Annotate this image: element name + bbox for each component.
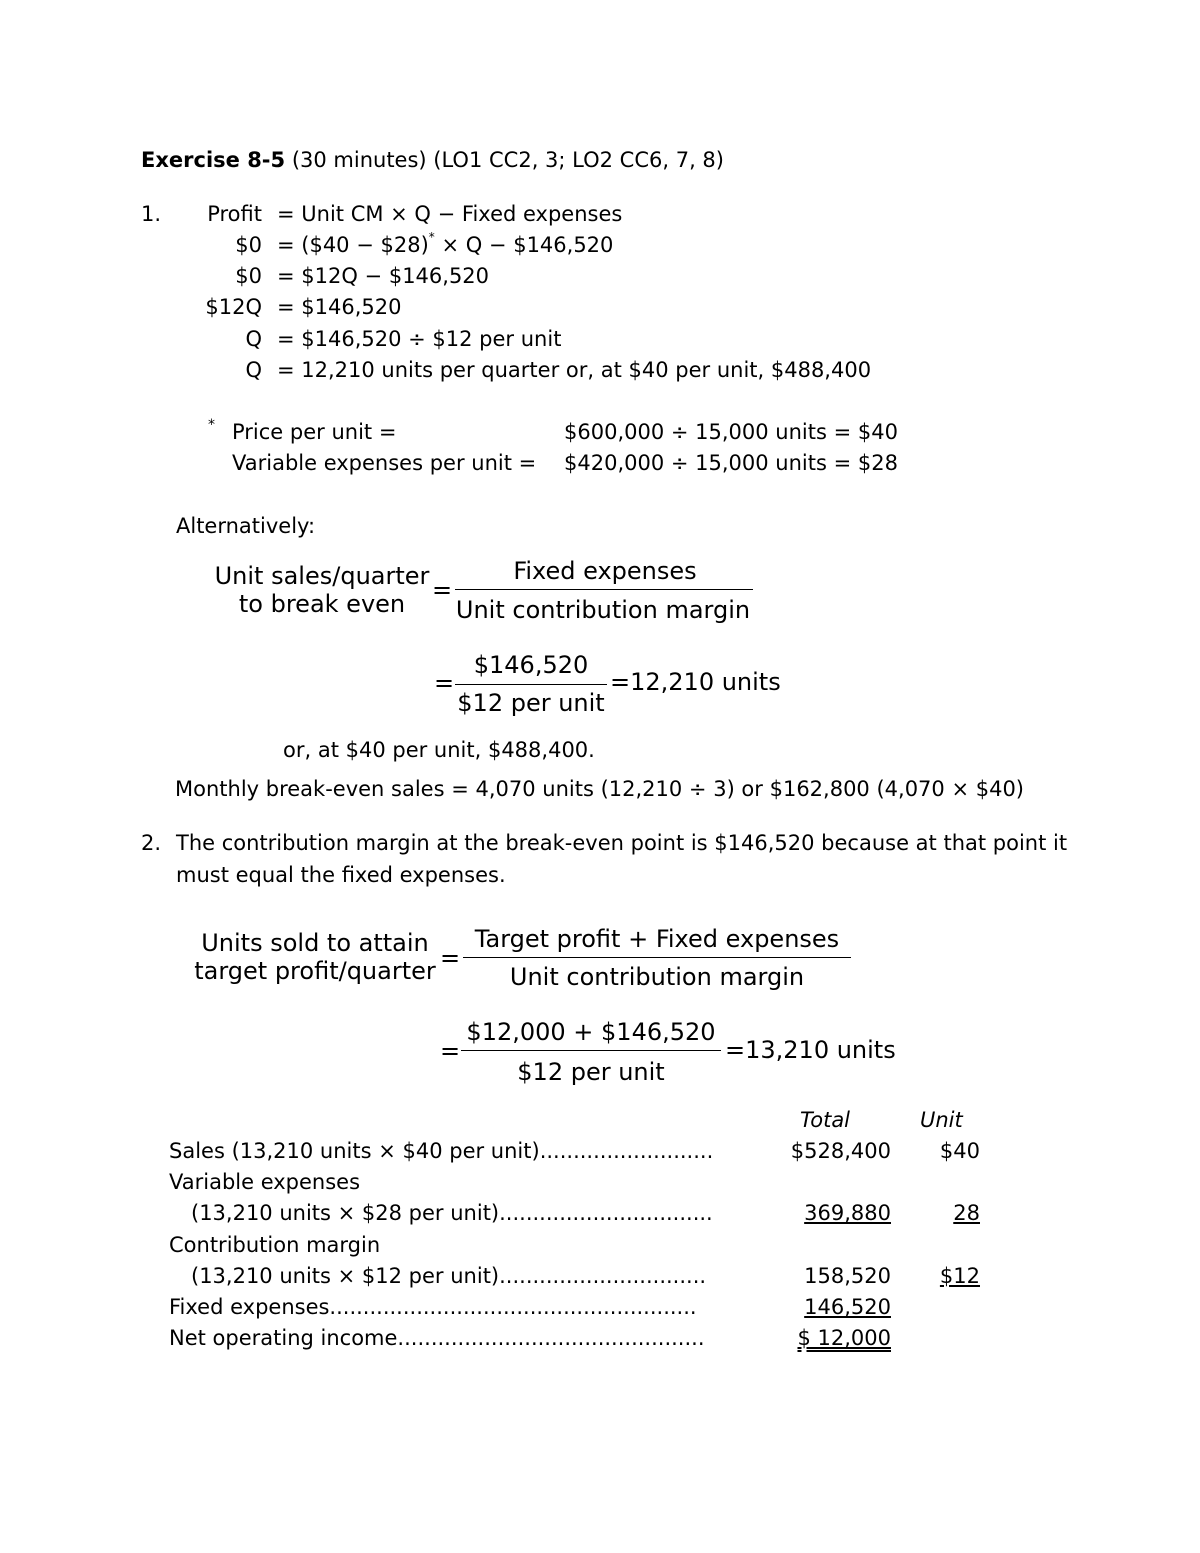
statement-row-total: 146,520 — [804, 1295, 891, 1319]
statement-row-unit: $40 — [939, 1139, 980, 1163]
column-header-unit: Unit — [920, 1108, 963, 1132]
formula-numerator: Fixed expenses — [513, 557, 697, 585]
statement-row-label: Fixed expenses....................................................... — [169, 1295, 697, 1319]
calc-result: =13,210 units — [725, 1036, 896, 1064]
calc-numerator: $146,520 — [473, 651, 589, 679]
calc-numerator: $12,000 + $146,520 — [466, 1018, 716, 1046]
fraction-bar — [461, 1050, 721, 1051]
exercise-title: Exercise 8-5 — [141, 148, 286, 172]
formula-lhs-line1: Units sold to attain — [201, 929, 429, 957]
fraction-bar — [455, 589, 753, 590]
equation-left: $12Q — [205, 295, 262, 319]
part2-text-line2: must equal the fixed expenses. — [176, 863, 506, 887]
equation-left: Profit — [207, 202, 262, 226]
footnote-calc: $600,000 ÷ 15,000 units = $40 — [564, 420, 898, 444]
part2-text-line1: The contribution margin at the break-even point is $146,520 because at that point it — [176, 831, 1068, 855]
statement-row-total: $528,400 — [790, 1139, 891, 1163]
equation-right: = 12,210 units per quarter or, at $40 per unit, $488,400 — [277, 358, 872, 382]
statement-row-label: Contribution margin — [169, 1233, 381, 1257]
equation-left: $0 — [235, 264, 262, 288]
formula-lhs-line2: to break even — [238, 590, 406, 618]
part2-number: 2. — [141, 831, 162, 855]
statement-row-label: Net operating income.............................................. — [169, 1326, 705, 1350]
formula-lhs-line1: Unit sales/quarter — [214, 562, 430, 590]
equation-right — [277, 230, 614, 257]
equation-right-part: = ($40 − $28) — [277, 233, 429, 257]
equation-right: = Unit CM × Q − Fixed expenses — [277, 202, 623, 226]
calc-equals: = — [434, 669, 455, 697]
formula-lhs-line2: target profit/quarter — [194, 957, 436, 985]
alternatively-label: Alternatively: — [176, 514, 316, 538]
footnote-label: Price per unit = — [232, 420, 397, 444]
statement-row-unit: $12 — [939, 1264, 980, 1288]
equation-right: = $146,520 — [277, 295, 402, 319]
fraction-bar — [463, 957, 851, 958]
statement-row-total: 369,880 — [804, 1201, 891, 1225]
column-header-total: Total — [800, 1108, 851, 1132]
footnote-label: Variable expenses per unit = — [232, 451, 537, 475]
equation-right: = $146,520 ÷ $12 per unit — [277, 327, 562, 351]
calc-denominator: $12 per unit — [457, 689, 605, 717]
monthly-break-even: Monthly break-even sales = 4,070 units (12,210 ÷ 3) or $162,800 (4,070 × $40) — [175, 777, 1025, 801]
statement-row-total: 158,520 — [804, 1264, 891, 1288]
statement-row-unit: 28 — [953, 1201, 980, 1225]
statement-row-label: Sales (13,210 units × $40 per unit).......................... — [169, 1139, 714, 1163]
formula-denominator: Unit contribution margin — [509, 963, 805, 991]
formula-denominator: Unit contribution margin — [455, 596, 751, 624]
part1-number: 1. — [141, 202, 162, 226]
footnote-marker: * — [428, 230, 435, 244]
statement-row-label: (13,210 units × $28 per unit)................................ — [191, 1201, 713, 1225]
equation-left: $0 — [235, 233, 262, 257]
fraction-bar — [455, 684, 607, 685]
formula-equals: = — [440, 944, 461, 972]
equation-left: Q — [245, 358, 262, 382]
equation-left: Q — [245, 327, 262, 351]
formula-numerator: Target profit + Fixed expenses — [474, 925, 840, 953]
statement-row-label: Variable expenses — [169, 1170, 361, 1194]
equation-right: = $12Q − $146,520 — [277, 264, 490, 288]
statement-row-label: (13,210 units × $12 per unit)............................... — [191, 1264, 707, 1288]
footnote-marker: * — [208, 417, 215, 433]
calc-equals: = — [440, 1037, 461, 1065]
calc-result: =12,210 units — [610, 668, 781, 696]
statement-row-total: $ 12,000 — [797, 1326, 891, 1350]
equation-right-part: × Q − $146,520 — [434, 233, 614, 257]
footnote-calc: $420,000 ÷ 15,000 units = $28 — [564, 451, 898, 475]
or-line: or, at $40 per unit, $488,400. — [283, 738, 595, 762]
calc-denominator: $12 per unit — [517, 1058, 665, 1086]
exercise-heading — [141, 150, 724, 171]
formula-equals: = — [432, 576, 453, 604]
exercise-details: (30 minutes) (LO1 CC2, 3; LO2 CC6, 7, 8) — [291, 148, 724, 172]
